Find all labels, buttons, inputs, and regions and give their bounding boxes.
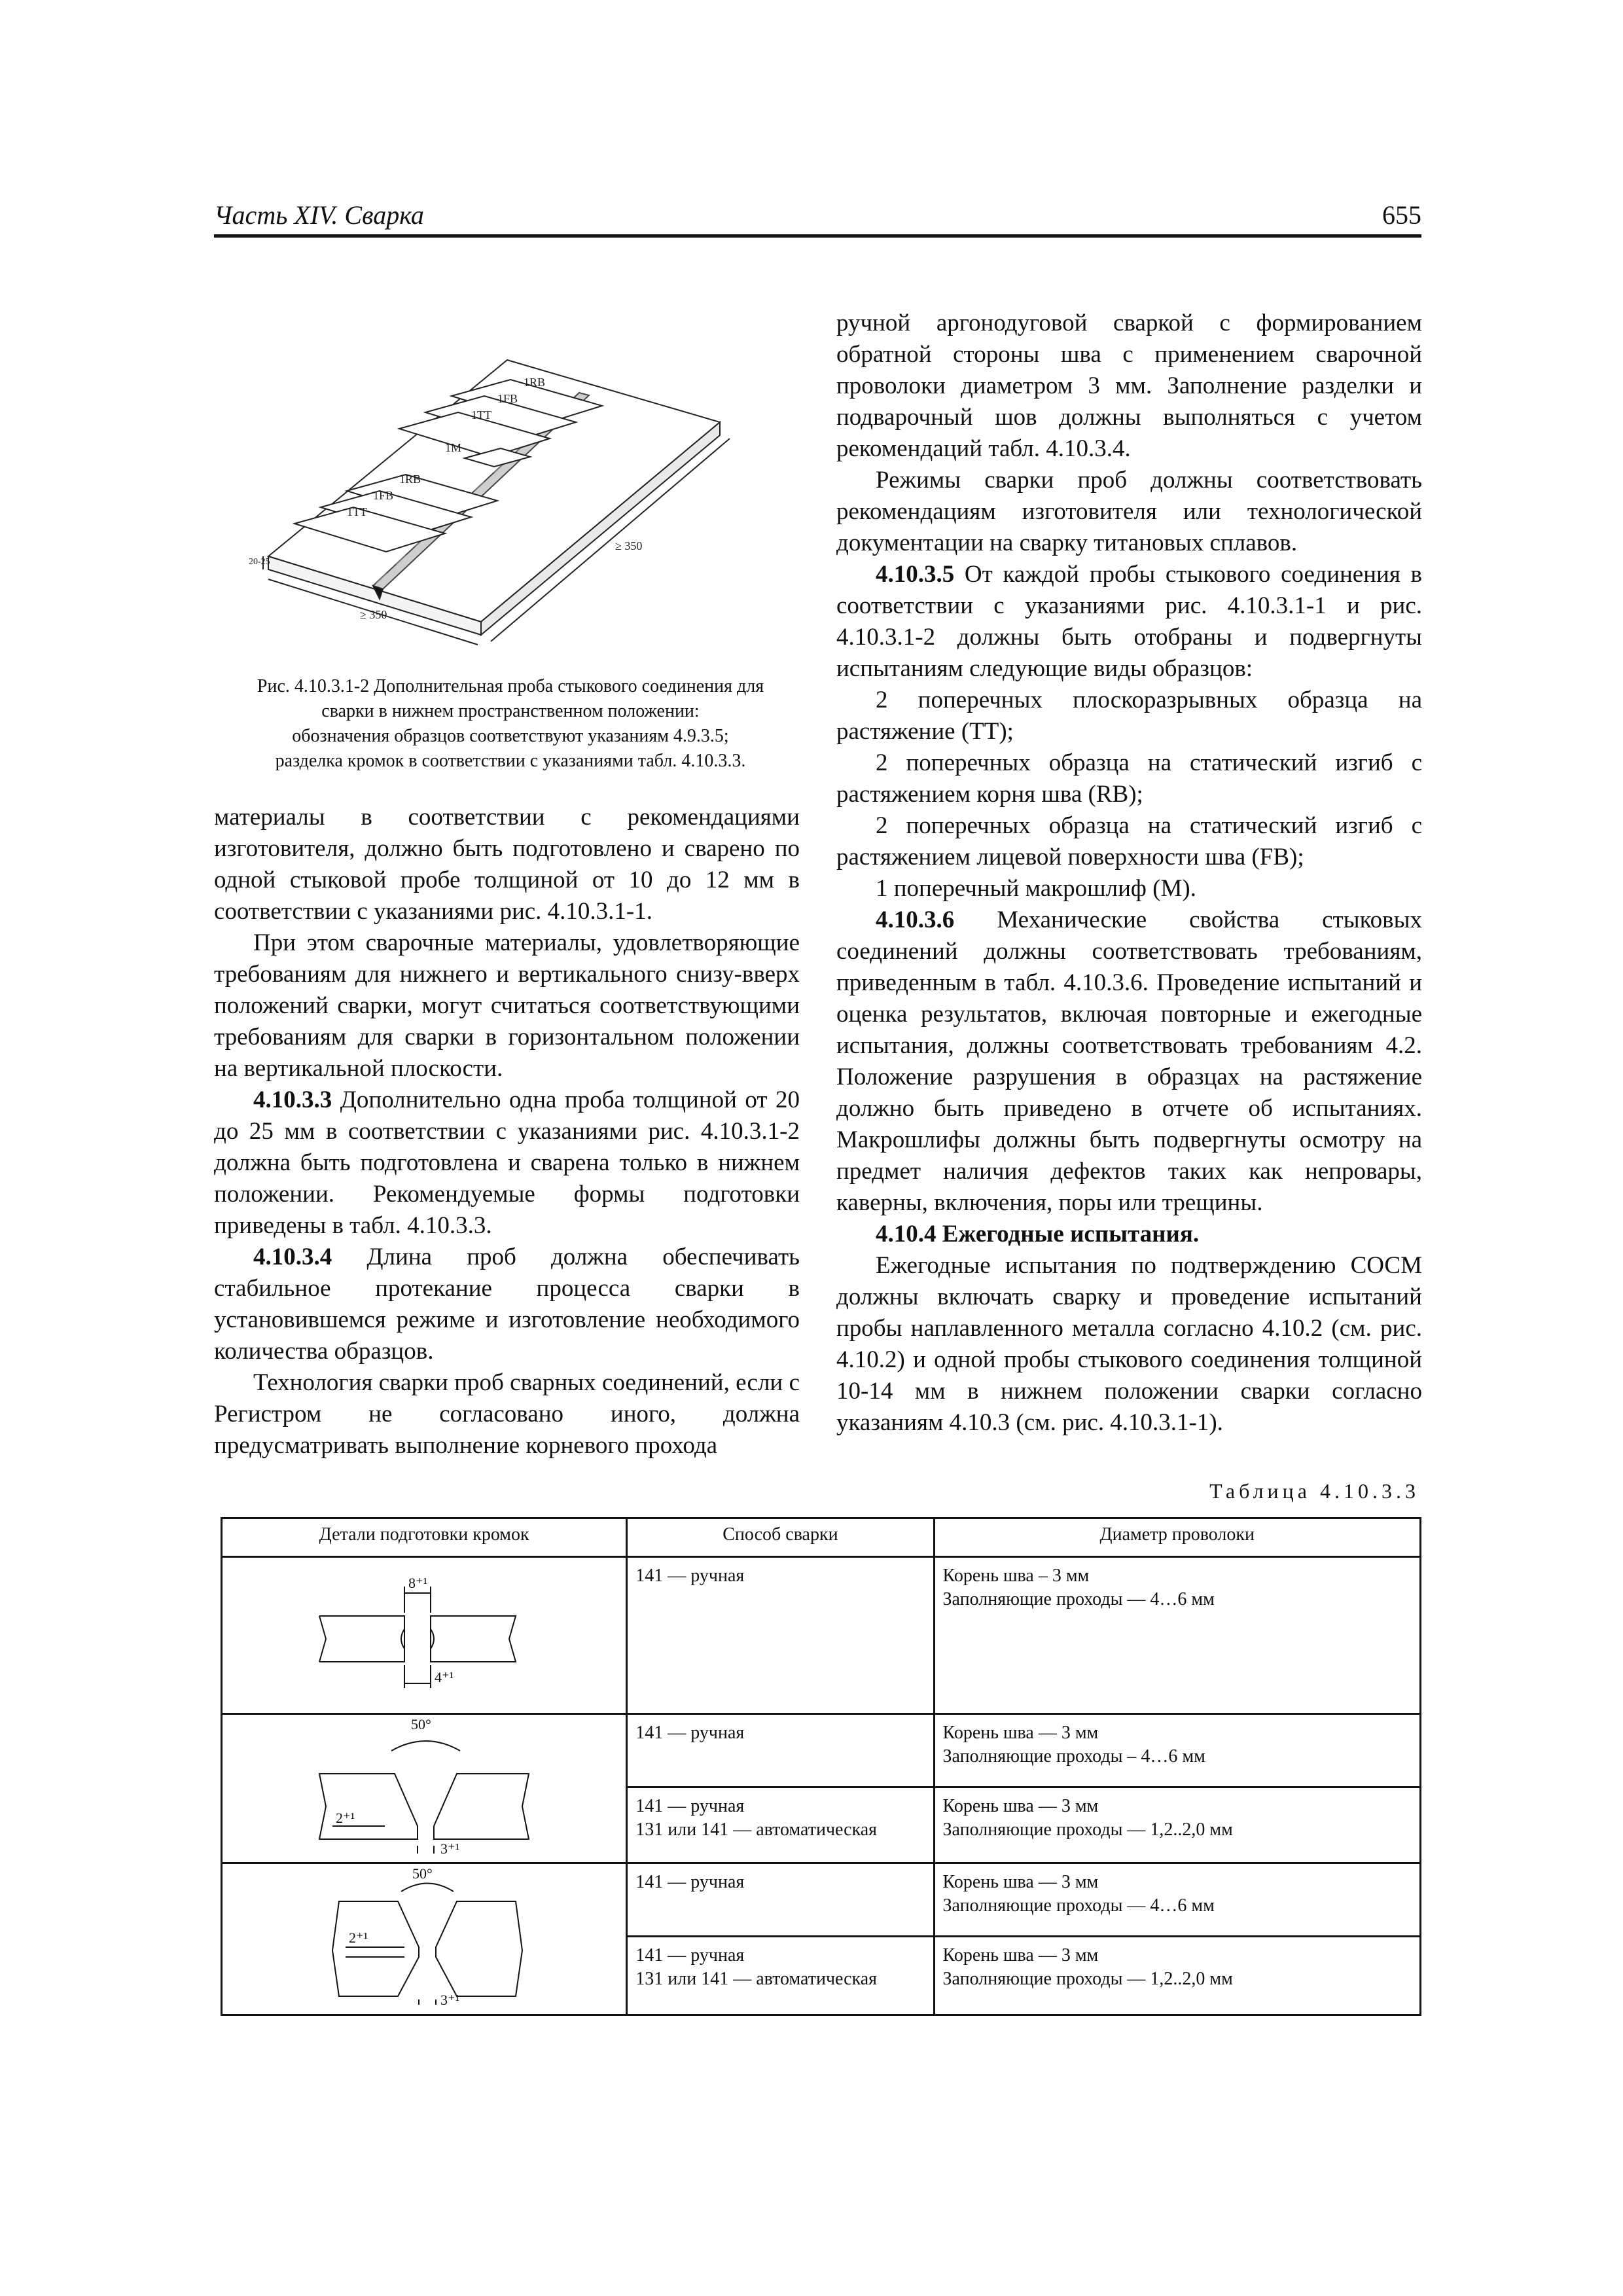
wire-cell <box>934 1937 1420 2015</box>
label-1m: 1M <box>445 441 462 454</box>
table-row <box>222 1557 1421 1714</box>
method-line: 141 — ручная <box>635 1872 745 1892</box>
label-thickness: 20-25 <box>249 557 270 567</box>
method-cell <box>627 1863 934 1937</box>
paragraph: Ежегодные испытания по подтверждению СОСМ должны включать сварку и проведение испытаний пробы наплавленного металла согласно 4.10.2 (см. рис. 4.10.2) и одной пробы стыкового соединения толщиной 10-14 мм в нижнем положении сварки согласно указаниям 4.10.3 (см. рис. 4.10.3.1-1). <box>836 1252 1422 1436</box>
method-line: 131 или 141 — автоматическая <box>635 1820 878 1840</box>
method-cell <box>627 1714 934 1787</box>
label-length: ≥ 350 <box>615 539 643 552</box>
label-1fb-top: 1FB <box>497 392 518 405</box>
butt-joint-test-piece-figure <box>249 321 759 661</box>
table-row <box>222 1714 1421 1787</box>
paragraph-text: Длина проб должна обеспечивать стабильное протекание процесса сварки в установившемся режиме и изготовление необходимого количества образцов. <box>214 1244 800 1365</box>
table-header-row <box>222 1518 1421 1557</box>
edge-preparation-table <box>221 1517 1421 2016</box>
v-groove-sketch-cell <box>222 1714 627 1863</box>
header-title: Часть XIV. Сварка <box>214 200 424 230</box>
paragraph: ручной аргонодуговой сваркой с формированием обратной стороны шва с применением сварочной проволоки диаметром 3 мм. Заполнение разделки и подварочный шов должны выполняться с учетом рекомендаций табл. 4.10.3.4. <box>836 310 1422 462</box>
paragraph: При этом сварочные материалы, удовлетворяющие требованиям для нижнего и вертикального снизу-вверх положений сварки, могут считаться соответствующими требованиям для сварки в горизонтальном положении на вертикальной плоскости. <box>214 929 800 1082</box>
square-edge-sketch-cell <box>222 1557 627 1714</box>
wire-line: Корень шва — 3 мм <box>942 1945 1099 1965</box>
root-gap-label: 3⁺¹ <box>440 1840 460 1856</box>
paragraph: 1 поперечный макрошлиф (M). <box>876 875 1196 902</box>
table-row <box>222 1863 1421 1937</box>
wire-line: Корень шва — 3 мм <box>942 1872 1099 1892</box>
wire-line: Заполняющие проходы — 4…6 мм <box>942 1895 1215 1916</box>
paragraph: Режимы сварки проб должны соответствовать рекомендациям изготовителя или технологической документации на сварку титановых сплавов. <box>836 467 1422 556</box>
paragraph: материалы в соответствии с рекомендациями изготовителя, должно быть подготовлено и сварено по одной стыковой пробе толщиной от 10 до 12 мм в соответствии с указаниями рис. 4.10.3.1-1. <box>214 804 800 925</box>
paragraph: 2 поперечных образца на статический изгиб с растяжением лицевой поверхности шва (FB); <box>836 812 1422 870</box>
root-face-label: 2⁺¹ <box>349 1929 368 1946</box>
x-groove-sketch-cell <box>222 1863 627 2015</box>
wire-line: Заполняющие проходы — 1,2..2,0 мм <box>942 1969 1233 1989</box>
section-number: 4.10.3.3 <box>253 1086 332 1113</box>
wire-line: Корень шва – 3 мм <box>942 1566 1090 1586</box>
wire-cell <box>934 1714 1420 1787</box>
label-1rb-bottom: 1RB <box>399 473 421 486</box>
method-line: 141 — ручная <box>635 1945 745 1965</box>
paragraph <box>836 559 1422 685</box>
table-title: Таблица 4.10.3.3 <box>1209 1479 1419 1503</box>
dim-label: 4⁺¹ <box>435 1668 454 1685</box>
wire-line: Заполняющие проходы — 1,2..2,0 мм <box>942 1820 1233 1840</box>
caption-line: обозначения образцов соответствуют указаниям 4.9.3.5; <box>292 726 729 746</box>
wire-cell <box>934 1863 1420 1937</box>
wire-line: Корень шва — 3 мм <box>942 1796 1099 1817</box>
wire-line: Заполняющие проходы — 4…6 мм <box>942 1589 1215 1609</box>
paragraph: 2 поперечных образца на статический изгиб с растяжением корня шва (RB); <box>836 749 1422 808</box>
method-cell <box>627 1557 934 1714</box>
paragraph-text: Дополнительно одна проба толщиной от 20 до 25 мм в соответствии с указаниями рис. 4.10.3.1-2 должна быть подготовлена и сварена только в нижнем положении. Рекомендуемые формы подготовки приведены в табл. 4.10.3.3. <box>214 1086 800 1239</box>
right-column <box>836 308 1422 1439</box>
section-heading-text: 4.10.4 Ежегодные испытания. <box>876 1221 1200 1247</box>
paragraph: 2 поперечных плоскоразрывных образца на растяжение (TT); <box>836 687 1422 745</box>
method-line: 141 — ручная <box>635 1796 745 1817</box>
method-cell <box>627 1937 934 2015</box>
groove-angle-label: 50° <box>411 1716 431 1732</box>
paragraph-text: Механические свойства стыковых соединений должны соответствовать требованиям, приведенным в табл. 4.10.3.6. Проведение испытаний и оценка результатов, включая повторные и ежегодные испытания, должны соответствовать требованиям 4.2. Положение разрушения в образцах на растяжение должно быть приведено в отчете об испытаниях. Макрошлифы должны быть подвергнуты осмотру на предмет наличия дефектов таких как непровары, каверны, включения, поры или трещины. <box>836 906 1422 1216</box>
label-1fb-bottom: 1FB <box>373 489 394 502</box>
test-piece-drawing <box>249 321 759 661</box>
section-heading <box>836 1219 1422 1250</box>
page-number: 655 <box>1382 200 1421 230</box>
label-1rb-top: 1RB <box>524 376 546 389</box>
figure-caption <box>216 674 805 774</box>
section-number: 4.10.3.4 <box>253 1244 332 1270</box>
column-header: Способ сварки <box>627 1518 934 1557</box>
column-header: Детали подготовки кромок <box>222 1518 627 1557</box>
paragraph: Технология сварки проб сварных соединений, если с Регистром не согласовано иного, должна предусматривать выполнение корневого прохода <box>214 1369 800 1459</box>
caption-line: сварки в нижнем пространственном положении: <box>321 701 700 721</box>
root-face-label: 2⁺¹ <box>336 1810 355 1826</box>
paragraph-text: От каждой пробы стыкового соединения в соответствии с указаниями рис. 4.10.3.1-1 и рис. 4.10.3.1-2 должны быть отобраны и подвергнуты испытаниям следующие виды образцов: <box>836 561 1422 682</box>
column-header: Диаметр проволоки <box>934 1518 1420 1557</box>
dim-gap-label: 8⁺¹ <box>408 1574 428 1591</box>
x-groove-sketch <box>306 1865 542 2006</box>
wire-line: Корень шва — 3 мм <box>942 1723 1099 1743</box>
left-column <box>214 802 800 1462</box>
running-header <box>214 196 1421 238</box>
label-width: ≥ 350 <box>360 608 387 621</box>
wire-cell <box>934 1557 1420 1714</box>
square-groove-sketch <box>306 1567 542 1698</box>
caption-line: Рис. 4.10.3.1-2 Дополнительная проба стыкового соединения для <box>257 676 764 696</box>
label-1tt-top: 1TT <box>471 408 491 422</box>
method-cell <box>627 1787 934 1863</box>
paragraph <box>214 1242 800 1367</box>
wire-cell <box>934 1787 1420 1863</box>
wire-line: Заполняющие проходы – 4…6 мм <box>942 1746 1205 1767</box>
paragraph <box>214 1085 800 1242</box>
groove-angle-label: 50° <box>412 1865 433 1882</box>
method-line: 141 — ручная <box>635 1566 745 1586</box>
caption-line: разделка кромок в соответствии с указаниями табл. 4.10.3.3. <box>275 751 746 771</box>
paragraph <box>836 905 1422 1219</box>
label-1tt-bottom: 1TT <box>347 505 367 518</box>
section-number: 4.10.3.6 <box>876 906 955 933</box>
method-line: 131 или 141 — автоматическая <box>635 1969 878 1989</box>
v-groove-sketch <box>306 1715 542 1856</box>
method-line: 141 — ручная <box>635 1723 745 1743</box>
root-gap-label: 3⁺¹ <box>440 1992 460 2006</box>
section-number: 4.10.3.5 <box>876 561 955 588</box>
